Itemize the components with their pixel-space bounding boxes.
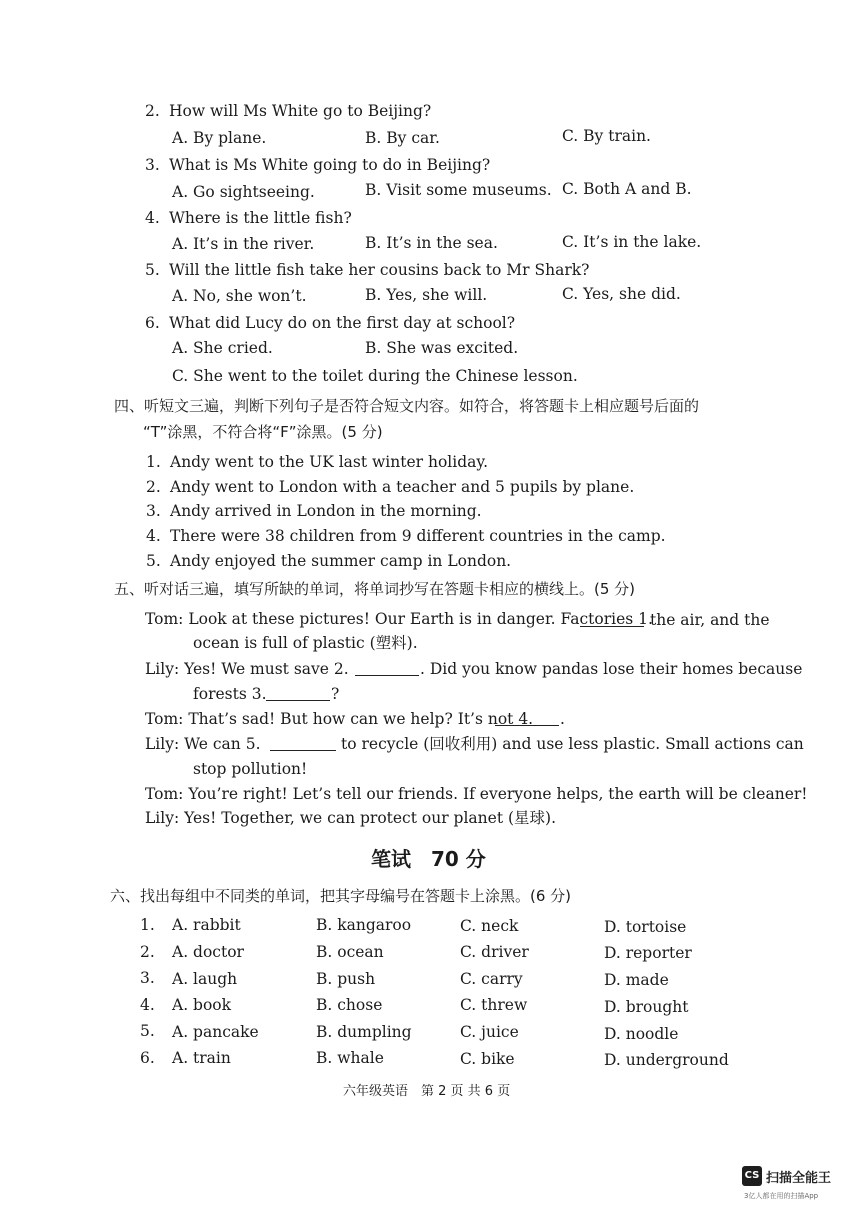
option-b: B. ocean — [316, 943, 384, 961]
statement: Andy arrived in London in the morning. — [170, 502, 482, 520]
option-b: B. It’s in the sea. — [365, 234, 498, 252]
option-c: C. By train. — [562, 127, 651, 145]
row-number: 1. — [140, 916, 155, 934]
option-c: C. Both A and B. — [562, 180, 692, 198]
question-number: 2. — [145, 102, 160, 120]
answer-blank-4 — [495, 711, 559, 726]
option-d: D. brought — [604, 998, 689, 1016]
option-c: C. carry — [460, 970, 523, 988]
row-number: 3. — [140, 969, 155, 987]
option-b: B. whale — [316, 1049, 384, 1067]
section-5-heading: 五、听对话三遍，填写所缺的单词，将单词抄写在答题卡相应的横线上。(5 分) — [114, 580, 636, 598]
option-a: A. By plane. — [172, 129, 267, 147]
question-number: 4. — [145, 209, 160, 227]
section-6-heading: 六、找出每组中不同类的单词，把其字母编号在答题卡上涂黑。(6 分) — [110, 887, 572, 905]
option-a: A. It’s in the river. — [172, 235, 315, 253]
option-b: B. chose — [316, 996, 383, 1014]
row-number: 4. — [140, 996, 155, 1014]
option-c: C. She went to the toilet during the Chinese lesson. — [172, 367, 578, 385]
dialogue-line: Lily: Yes! We must save 2. — [145, 660, 349, 678]
statement: Andy went to the UK last winter holiday. — [170, 453, 488, 471]
option-d: D. made — [604, 971, 669, 989]
item-number: 1. — [146, 453, 161, 471]
option-a: A. Go sightseeing. — [172, 183, 315, 201]
answer-blank-5 — [270, 736, 336, 751]
dialogue-line: Lily: We can 5. — [145, 735, 261, 753]
answer-blank-2 — [355, 661, 419, 676]
option-c: C. neck — [460, 917, 519, 935]
option-a: A. pancake — [172, 1023, 259, 1041]
question-number: 3. — [145, 156, 160, 174]
option-b: B. By car. — [365, 129, 440, 147]
option-c: C. bike — [460, 1050, 515, 1068]
option-d: D. underground — [604, 1051, 729, 1069]
statement: There were 38 children from 9 different countries in the camp. — [170, 527, 666, 545]
option-c: C. driver — [460, 943, 529, 961]
question-stem: Will the little fish take her cousins back to Mr Shark? — [169, 261, 590, 279]
item-number: 5. — [146, 552, 161, 570]
answer-blank-1 — [580, 612, 644, 627]
question-stem: What is Ms White going to do in Beijing? — [169, 156, 491, 174]
option-d: D. noodle — [604, 1025, 679, 1043]
dialogue-line: the air, and the — [650, 611, 770, 629]
option-b: B. dumpling — [316, 1023, 412, 1041]
statement: Andy went to London with a teacher and 5 pupils by plane. — [170, 478, 635, 496]
option-c: C. threw — [460, 996, 528, 1014]
option-b: B. kangaroo — [316, 916, 412, 934]
option-a: A. No, she won’t. — [172, 287, 307, 305]
section-4-heading: 四、听短文三遍，判断下列句子是否符合短文内容。如符合，将答题卡上相应题号后面的 — [114, 397, 700, 415]
answer-blank-3 — [266, 686, 330, 701]
dialogue-line: to recycle (回收利用) and use less plastic. Small actions can — [341, 735, 804, 753]
item-number: 4. — [146, 527, 161, 545]
watermark-tagline: 3亿人都在用的扫描App — [744, 1192, 819, 1200]
dialogue-line: Tom: That’s sad! But how can we help? It’s not 4. — [145, 710, 534, 728]
option-d: D. reporter — [604, 944, 692, 962]
question-stem: What did Lucy do on the first day at school? — [169, 314, 516, 332]
dialogue-line: ? — [331, 685, 340, 703]
option-b: B. Yes, she will. — [365, 286, 488, 304]
dialogue-line: Lily: Yes! Together, we can protect our planet (星球). — [145, 809, 556, 827]
option-a: A. laugh — [172, 970, 238, 988]
camscanner-logo-icon: CS — [742, 1166, 762, 1186]
row-number: 5. — [140, 1022, 155, 1040]
written-test-title: 笔试 70 分 — [371, 847, 486, 871]
dialogue-line: . Did you know pandas lose their homes because — [420, 660, 803, 678]
option-a: A. doctor — [172, 943, 244, 961]
section-4-heading-cont: “T”涂黑，不符合将“F”涂黑。(5 分) — [143, 423, 383, 441]
question-stem: How will Ms White go to Beijing? — [169, 102, 432, 120]
option-c: C. Yes, she did. — [562, 285, 681, 303]
option-b: B. push — [316, 970, 376, 988]
option-a: A. She cried. — [172, 339, 273, 357]
option-c: C. It’s in the lake. — [562, 233, 702, 251]
dialogue-line: Tom: You’re right! Let’s tell our friends. If everyone helps, the earth will be cleaner! — [145, 785, 808, 803]
question-stem: Where is the little fish? — [169, 209, 352, 227]
option-a: A. book — [172, 996, 232, 1014]
dialogue-line: stop pollution! — [193, 760, 308, 778]
option-c: C. juice — [460, 1023, 519, 1041]
option-a: A. rabbit — [172, 916, 241, 934]
dialogue-line: ocean is full of plastic (塑料). — [193, 634, 418, 652]
row-number: 2. — [140, 943, 155, 961]
watermark-brand: 扫描全能王 — [766, 1171, 832, 1186]
dialogue-line: forests 3. — [193, 685, 267, 703]
row-number: 6. — [140, 1049, 155, 1067]
dialogue-line: . — [560, 710, 565, 728]
dialogue-line: Tom: Look at these pictures! Our Earth is in danger. Factories 1. — [145, 610, 653, 628]
item-number: 3. — [146, 502, 161, 520]
option-b: B. Visit some museums. — [365, 181, 552, 199]
item-number: 2. — [146, 478, 161, 496]
question-number: 6. — [145, 314, 160, 332]
statement: Andy enjoyed the summer camp in London. — [170, 552, 512, 570]
question-number: 5. — [145, 261, 160, 279]
option-d: D. tortoise — [604, 918, 687, 936]
option-b: B. She was excited. — [365, 339, 519, 357]
page-footer: 六年级英语 第 2 页 共 6 页 — [343, 1084, 511, 1099]
option-a: A. train — [172, 1049, 231, 1067]
